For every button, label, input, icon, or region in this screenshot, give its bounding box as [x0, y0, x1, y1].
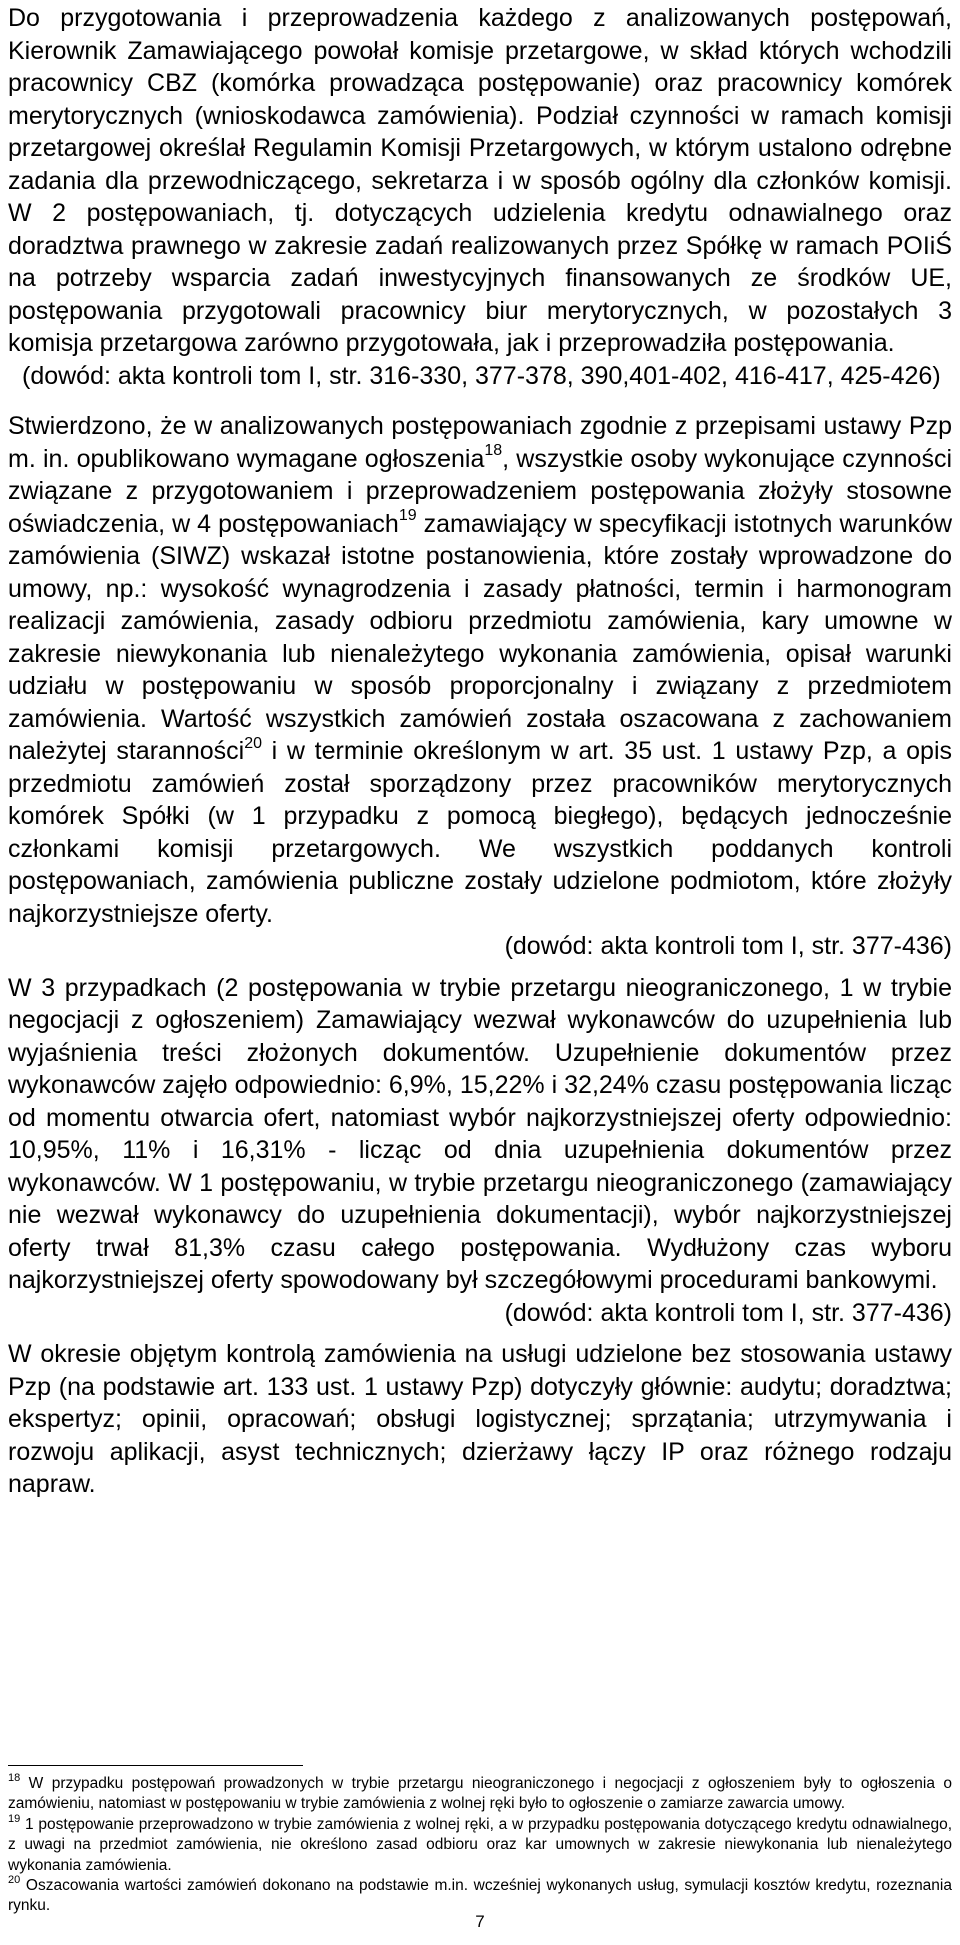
footnote-number: 18: [8, 1771, 21, 1784]
paragraph-text: zamawiający w specyfikacji istotnych warunków zamówienia (SIWZ) wskazał istotne postanowienia, które zostały wprowadzone do umowy, np.: wysokość wynagrodzenia i zasady płatności, termin i harmonogram realizacji zamówienia, zasady odbioru przedmiotu zamówienia, kary umowne w zakresie niewykonania lub nienależytego wykonania zamówienia, opisał warunki udziału w postępowaniu w sposób proporcjonalny i związany z przedmiotem zamówienia. Wartość wszystkich zamówień została oszacowana z zachowaniem należytej staranności: [8, 509, 952, 765]
footnote-number: 20: [8, 1873, 21, 1886]
document-body: [8, 0, 952, 1501]
footnote-number: 19: [8, 1812, 21, 1825]
footnote-text: Oszacowania wartości zamówień dokonano na podstawie m.in. wcześniej wykonanych usług, symulacji kosztów kredytu, rozeznania rynku.: [8, 1877, 952, 1915]
paragraph-document-completion: W 3 przypadkach (2 postępowania w trybie przetargu nieograniczonego, 1 w trybie negocjacji z ogłoszeniem) Zamawiający wezwał wykonawców do uzupełnienia lub wyjaśnienia treści złożonych dokumentów. Uzupełnienie dokumentów przez wykonawców zajęło odpowiednio: 6,9%, 15,22% i 32,24% czasu postępowania licząc od momentu otwarcia ofert, natomiast wybór najkorzystniejszej oferty odpowiednio: 10,95%, 11% i 16,31% - licząc od dnia uzupełnienia dokumentów przez wykonawców. W 1 postępowaniu, w trybie przetargu nieograniczonego (zamawiający nie wezwał wykonawcy do uzupełnienia dokumentacji), wybór najkorzystniejszej oferty trwał 81,3% czasu całego postępowania. Wydłużony czas wyboru najkorzystniejszej oferty spowodowany był szczegółowymi procedurami bankowymi.: [8, 973, 952, 1294]
paragraph-tender-committees: Do przygotowania i przeprowadzenia każdego z analizowanych postępowań, Kierownik Zamawiającego powołał komisje przetargowe, w skład których wchodzili pracownicy CBZ (komórka prowadząca postępowanie) oraz pracownicy komórek merytorycznych (wnioskodawca zamówienia). Podział czynności w ramach komisji przetargowej określał Regulamin Komisji Przetargowych, w którym ustalono odrębne zadania dla przewodniczącego, sekretarza i w sposób ogólny dla członków komisji. W 2 postępowaniach, tj. dotyczących udzielenia kredytu odnawialnego oraz doradztwa prawnego w zakresie zadań realizowanych przez Spółkę w ramach POIiŚ na potrzeby wsparcia zadań inwestycyjnych finansowanych ze środków UE, postępowania przygotowali pracownicy biur merytorycznych, w pozostałych 3 komisja przetargowa zarówno przygotowała, jak i przeprowadziła postępowania.: [8, 4, 952, 357]
footnote-ref-20: 20: [244, 734, 262, 752]
evidence-reference-3: (dowód: akta kontroli tom I, str. 377-436): [504, 1298, 952, 1327]
footnote-18: [8, 1771, 952, 1815]
footnote-text: W przypadku postępowań prowadzonych w trybie przetargu nieograniczonego i negocjacji z ogłoszeniem były to ogłoszenia o zamówieniu, natomiast w postępowaniu w trybie zamówienia z wolnej ręki było to ogłoszenie o zamiarze zawarcia umowy.: [8, 1775, 952, 1813]
footnote-separator: [8, 1765, 303, 1766]
footnote-ref-19: 19: [398, 507, 417, 525]
footnote-20: [8, 1873, 952, 1917]
paragraph-text: , wszystkie osoby wykonujące czynności związane z przygotowaniem i przeprowadzeniem postępowania złożyły stosowne oświadczenia, w 4 postępowaniach: [8, 444, 952, 538]
evidence-reference-1: (dowód: akta kontroli tom I, str. 316-330, 377-378, 390,401-402, 416-417, 425-426): [22, 361, 941, 390]
footnote-19: [8, 1812, 952, 1876]
paragraph-exempt-contracts: W okresie objętym kontrolą zamówienia na usługi udzielone bez stosowania ustawy Pzp (na podstawie art. 133 ust. 1 ustawy Pzp) dotyczyły głównie: audytu; doradztwa; ekspertyz; opinii, opracowań; obsługi logistycznej; sprzątania; utrzymywania i rozwoju aplikacji, asyst technicznych; dzierżawy łączy IP oraz różnego rodzaju napraw.: [8, 1340, 952, 1498]
footnote-text: 1 postępowanie przeprowadzono w trybie zamówienia z wolnej ręki, a w przypadku postępowania dotyczącego kredytu odnawialnego, z uwagi na przedmiot zamówienia, nie określono zasad odbioru oraz kar umownych w zakresie niewykonania lub nienależytego wykonania zamówienia.: [8, 1815, 952, 1874]
footnotes: [8, 1771, 952, 1917]
paragraph-text: Stwierdzono, że w analizowanych postępowaniach zgodnie z przepisami ustawy Pzp m. in. opublikowano wymagane ogłoszenia: [8, 412, 952, 473]
page-number: 7: [475, 1912, 485, 1931]
paragraph-text: i w terminie określonym w art. 35 ust. 1 ustawy Pzp, a opis przedmiotu zamówień został sporządzony przez pracowników merytorycznych komórek Spółki (w 1 przypadku z pomocą biegłego), będących jednocześnie członkami komisji przetargowych. We wszystkich poddanych kontroli postępowaniach, zamówienia publiczne zostały udzielone podmiotom, które złożyły najkorzystniejsze oferty.: [8, 737, 952, 928]
paragraph-compliance-findings: [8, 410, 952, 930]
footnote-ref-18: 18: [484, 442, 503, 460]
evidence-reference-2: (dowód: akta kontroli tom I, str. 377-436): [504, 932, 952, 960]
